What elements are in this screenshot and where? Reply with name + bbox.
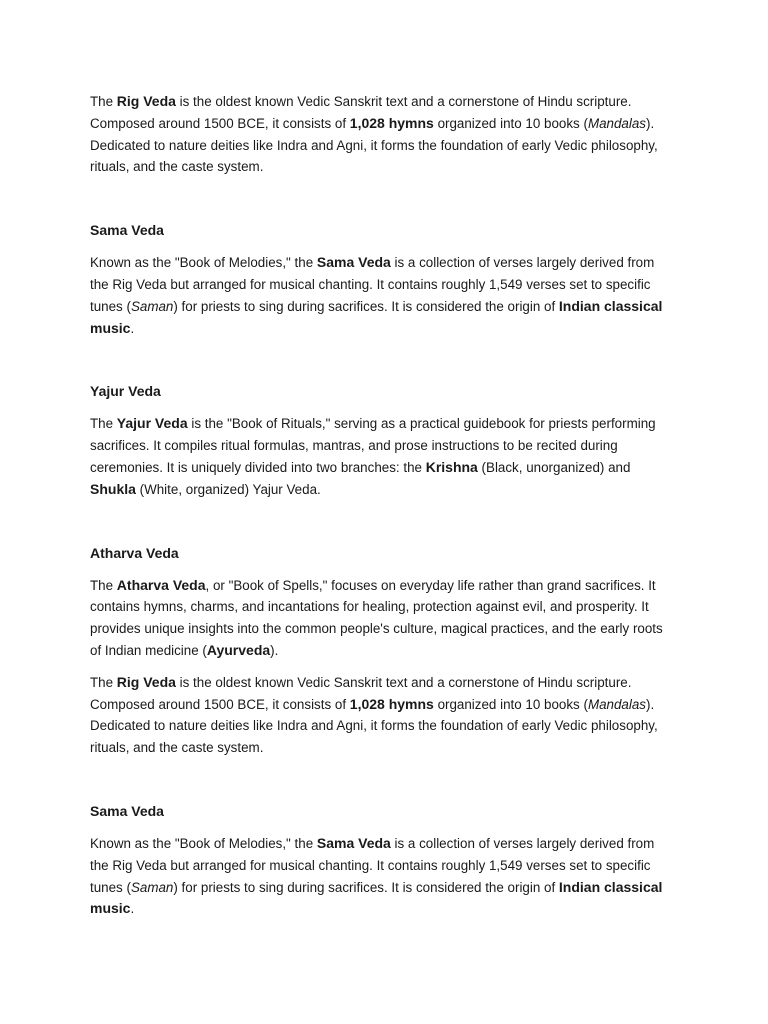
atharva-veda-heading: Atharva Veda [90, 544, 179, 561]
italic-term: Mandalas [587, 115, 646, 131]
rig-veda-paragraph: The Rig Veda is the oldest known Vedic Sanskrit text and a cornerstone of Hindu scripture. Composed around 1500 BCE, it consists of 1,028 hymns organized into 10 books (Mandalas). Dedicated to nature deities like Indra and Agni, it forms the foundation of early Vedic philosophy, rituals, and the caste system. [90, 673, 658, 756]
sama-veda-paragraph: Known as the "Book of Melodies," the Sama Veda is a collection of verses largely derived from the Rig Veda but arranged for musical chanting. It contains roughly 1,549 verses set to specific tunes (Saman) for priests to sing during sacrifices. It is considered the origin of Indian classical music. [90, 834, 663, 917]
yajur-veda-heading: Yajur Veda [90, 383, 161, 400]
italic-term: Saman [130, 879, 174, 895]
bold-term: 1,028 hymns [349, 114, 434, 131]
bold-term: Shukla [90, 480, 136, 497]
atharva-veda-paragraph: The Atharva Veda, or "Book of Spells," focuses on everyday life rather than grand sacrifices. It contains hymns, charms, and incantations for healing, protection against evil, and prosperity. It provides unique insights into the common people's culture, magical practices, and the early roots of Indian medicine (Ayurveda). [90, 576, 663, 658]
bold-term: Ayurveda [206, 641, 271, 658]
document-page [90, 91, 675, 920]
bold-term: Rig Veda [116, 673, 176, 690]
sama-veda-heading: Sama Veda [90, 802, 164, 819]
bold-term: Sama Veda [316, 834, 391, 851]
bold-term: Rig Veda [116, 93, 176, 109]
italic-term: Saman [130, 298, 174, 314]
bold-term: Indian classical music [90, 878, 663, 917]
bold-term: 1,028 hymns [349, 695, 434, 712]
bold-term: Yajur Veda [116, 415, 188, 432]
sama-veda-paragraph: Known as the "Book of Melodies," the Sama Veda is a collection of verses largely derived from the Rig Veda but arranged for musical chanting. It contains roughly 1,549 verses set to specific tunes (Saman) for priests to sing during sacrifices. It is considered the origin of Indian classical music. [90, 254, 663, 336]
rig-veda-paragraph: The Rig Veda is the oldest known Vedic Sanskrit text and a cornerstone of Hindu scripture. Composed around 1500 BCE, it consists of 1,028 hymns organized into 10 books (Mandalas). Dedicated to nature deities like Indra and Agni, it forms the foundation of early Vedic philosophy, rituals, and the caste system. [90, 93, 658, 175]
bold-term: Indian classical music [90, 297, 663, 336]
sama-veda-heading: Sama Veda [90, 222, 164, 239]
bold-term: Atharva Veda [116, 576, 206, 593]
italic-term: Mandalas [587, 696, 646, 712]
yajur-veda-paragraph: The Yajur Veda is the "Book of Rituals," serving as a practical guidebook for priests performing sacrifices. It compiles ritual formulas, mantras, and prose instructions to be recited during ceremonies. It is uniquely divided into two branches: the Krishna (Black, unorganized) and Shukla (White, organized) Yajur Veda. [90, 415, 656, 497]
bold-term: Krishna [425, 458, 478, 475]
bold-term: Sama Veda [316, 254, 391, 271]
